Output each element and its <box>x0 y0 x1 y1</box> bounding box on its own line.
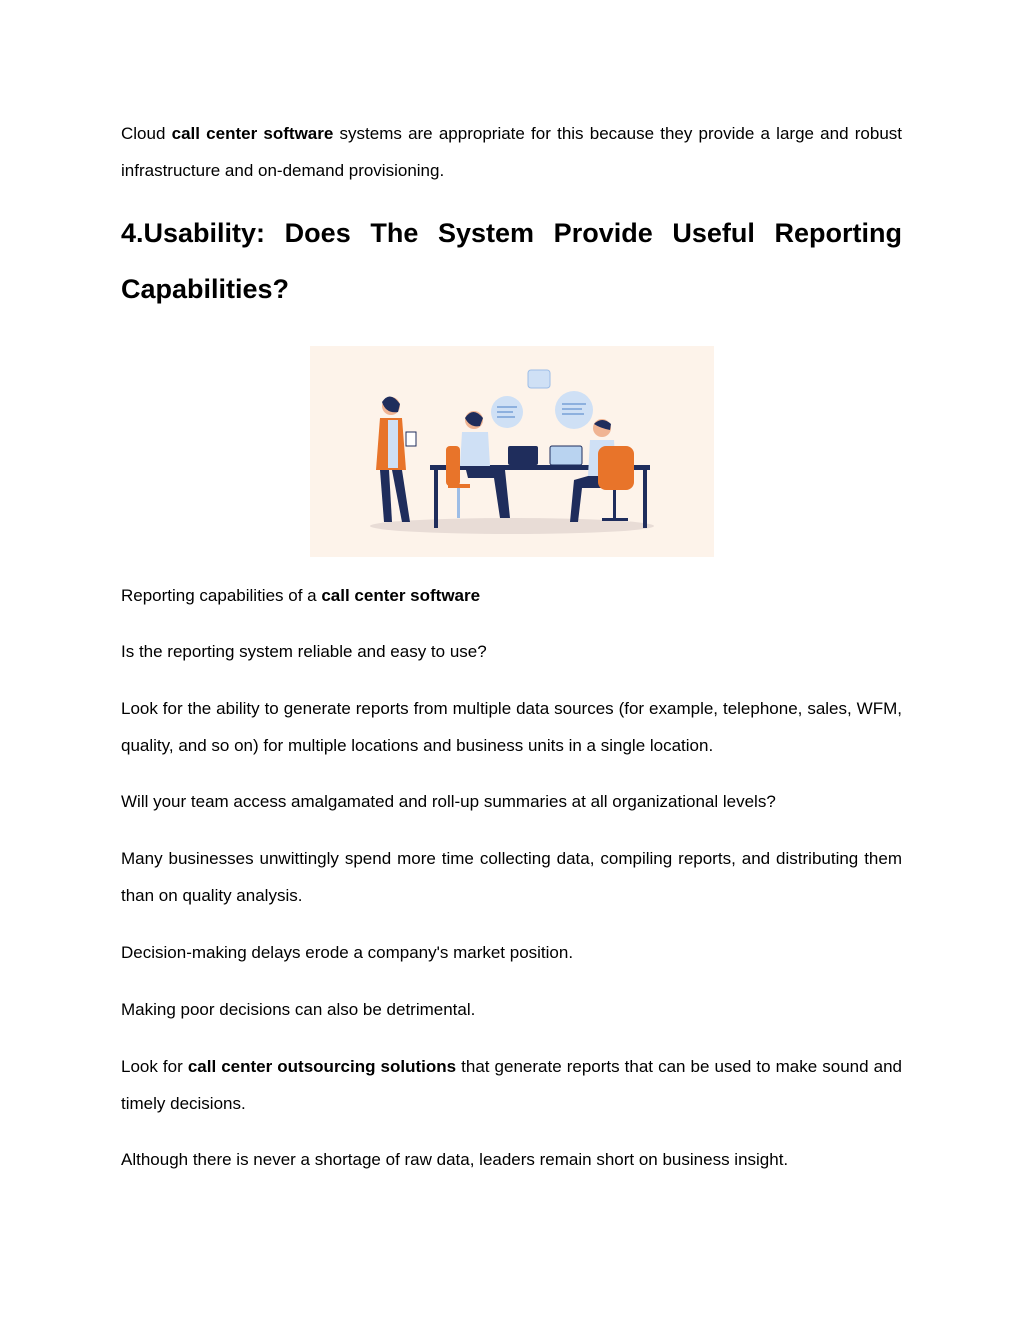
chair <box>598 446 634 490</box>
text-run: that generate reports that can be used to make sound and timely decisions. <box>121 1057 902 1113</box>
paragraph: Many businesses unwittingly spend more time collecting data, compiling reports, and distributing them than on quality analysis. <box>121 849 902 905</box>
paragraph-outsourcing <box>121 1048 902 1122</box>
text-run: Look for <box>121 1057 188 1076</box>
office-illustration <box>310 346 714 557</box>
office-illustration-svg <box>310 346 714 557</box>
paragraph: Look for the ability to generate reports from multiple data sources (for example, telephone, sales, WFM, quality, and so on) for multiple locations and business units in a single location. <box>121 699 902 755</box>
chair <box>446 446 460 486</box>
paragraph: Will your team access amalgamated and roll-up summaries at all organizational levels? <box>121 792 776 811</box>
paragraph: Although there is never a shortage of raw data, leaders remain short on business insight. <box>121 1150 789 1169</box>
section-heading: 4.Usability: Does The System Provide Useful Reporting Capabilities? <box>121 218 902 304</box>
text-run: Reporting capabilities of a <box>121 586 322 605</box>
paragraph: Decision-making delays erode a company's market position. <box>121 943 574 962</box>
paragraph: Making poor decisions can also be detrimental. <box>121 1000 476 1019</box>
laptop-icon <box>550 446 582 465</box>
figure-caption <box>121 577 902 614</box>
text-run: Cloud <box>121 124 172 143</box>
chat-icon <box>528 370 550 388</box>
paragraph-cloud-infrastructure <box>121 115 902 189</box>
paragraph: Is the reporting system reliable and easy to use? <box>121 642 487 661</box>
bold-link-text: call center software <box>171 124 334 143</box>
laptop-icon <box>508 446 538 465</box>
bold-link-text: call center software <box>321 586 481 605</box>
text-run: systems are appropriate for this because they provide a large and robust infrastructure and on-demand provisioning. <box>121 124 902 180</box>
bold-link-text: call center outsourcing solutions <box>187 1057 457 1076</box>
